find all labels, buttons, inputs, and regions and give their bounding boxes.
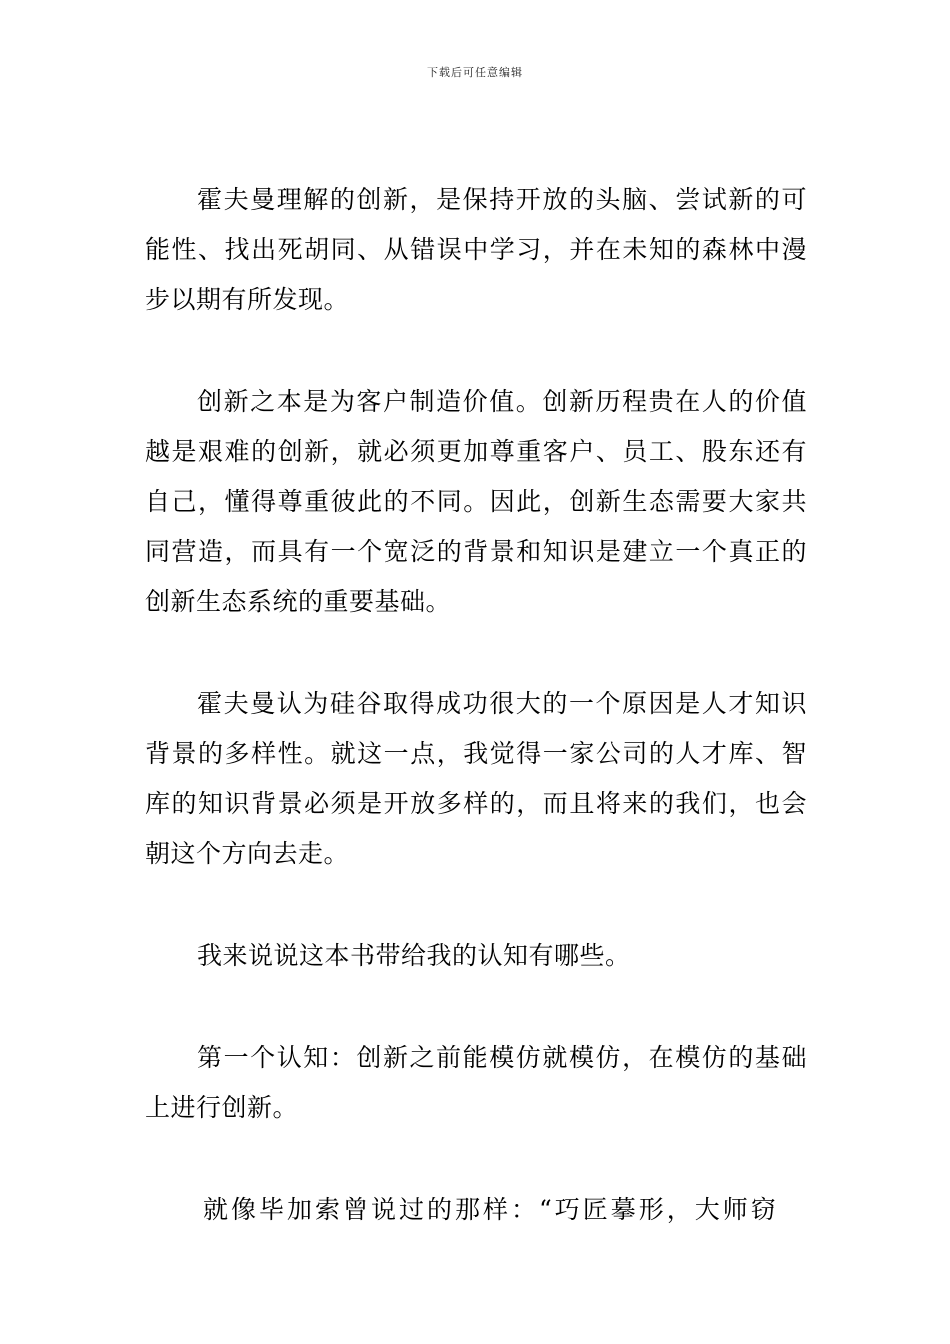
paragraph-5: 第一个认知：创新之前能模仿就模仿，在模仿的基础上进行创新。: [145, 1043, 807, 1122]
paragraph-1: 霍夫曼理解的创新，是保持开放的头脑、尝试新的可能性、找出死胡同、从错误中学习，并在未知的森林中漫步以期有所发现。: [145, 185, 807, 314]
paragraph-2: 创新之本是为客户制造价值。创新历程贵在人的价值越是艰难的创新，就必须更加尊重客户、员工、股东还有自己，懂得尊重彼此的不同。因此，创新生态需要大家共同营造，而具有一个宽泛的背景和知识是建立一个真正的创新生态系统的重要基础。: [145, 387, 807, 616]
paragraph-6: 就像毕加索曾说过的那样：“巧匠摹形，大师窃: [203, 1195, 779, 1224]
document-body: [145, 175, 807, 1287]
paragraph-3: 霍夫曼认为硅谷取得成功很大的一个原因是人才知识背景的多样性。就这一点，我觉得一家公司的人才库、智库的知识背景必须是开放多样的，而且将来的我们，也会朝这个方向去走。: [145, 689, 807, 868]
header-note: 下载后可任意编辑: [427, 66, 523, 79]
paragraph-4: 我来说说这本书带给我的认知有哪些。: [197, 941, 631, 970]
